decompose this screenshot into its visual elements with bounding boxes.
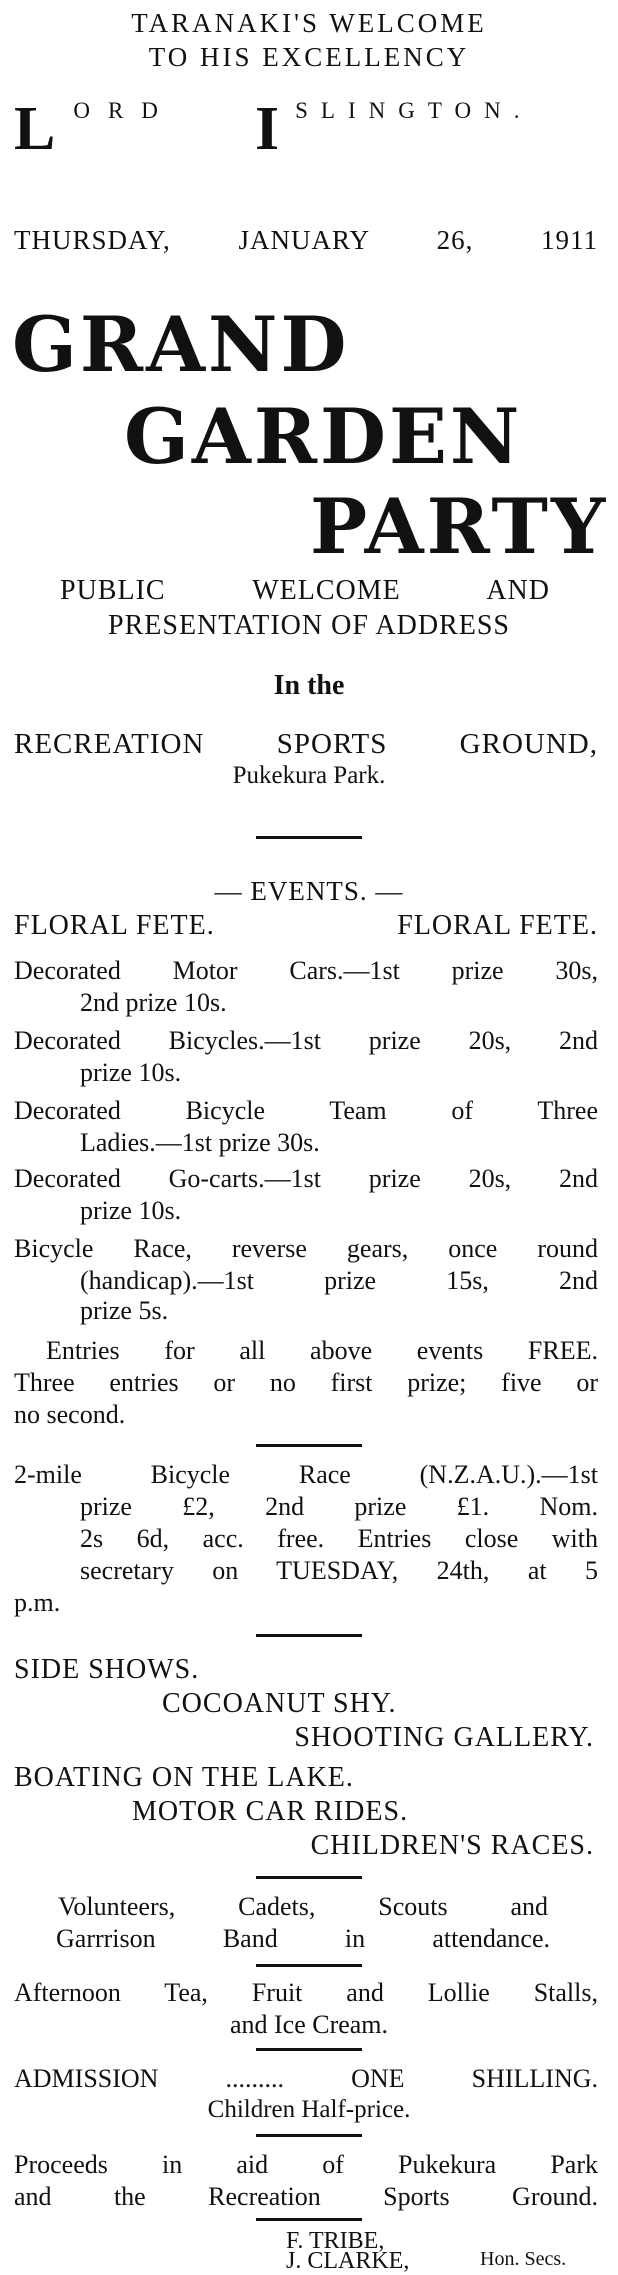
admission-line: ADMISSION ......... ONE SHILLING. (14, 2064, 598, 2093)
proceeds-line-1: Proceeds in aid of Pukekura Park (14, 2150, 598, 2179)
event-date: THURSDAY, JANUARY 26, 1911 (14, 225, 598, 255)
venue-park: Pukekura Park. (232, 762, 386, 789)
divider (256, 2048, 362, 2051)
cocoanut-shy: COCOANUT SHY. (162, 1688, 397, 1719)
event-item-5-line-2: (handicap).—1st prize 15s, 2nd (80, 1266, 598, 1295)
attendance-line-1: Volunteers, Cadets, Scouts and (58, 1892, 548, 1921)
signature-clarke: J. CLARKE, (286, 2248, 410, 2274)
signature-tribe: F. TRIBE, (286, 2228, 385, 2254)
divider (256, 2218, 362, 2221)
event-item-1-line-2: 2nd prize 10s. (80, 988, 227, 1017)
events-header: — EVENTS. — (214, 876, 404, 906)
lord-name (14, 95, 176, 163)
divider (256, 1634, 362, 1637)
divider (256, 1964, 362, 1967)
entries-line-2: Three entries or no first prize; five or (14, 1368, 598, 1397)
venue-intro: In the (273, 670, 345, 701)
tea-line-2: and Ice Cream. (229, 2010, 389, 2039)
race-line-4: secretary on TUESDAY, 24th, at 5 (80, 1556, 598, 1585)
divider (256, 1876, 362, 1879)
tea-line-1: Afternoon Tea, Fruit and Lollie Stalls, (14, 1978, 598, 2007)
attendance-line-2: Garrrison Band in attendance. (56, 1924, 550, 1953)
event-item-3-line-1: Decorated Bicycle Team of Three (14, 1096, 598, 1125)
divider (256, 1444, 362, 1447)
subtitle-line-2: PRESENTATION OF ADDRESS (108, 610, 510, 641)
admission-children: Children Half-price. (207, 2096, 411, 2123)
event-item-4-line-2: prize 10s. (80, 1196, 182, 1225)
subtitle-line-1: PUBLIC WELCOME AND (60, 575, 550, 606)
heading-line-1: TARANAKI'S WELCOME (131, 8, 487, 38)
event-item-5-line-3: prize 5s. (80, 1296, 169, 1325)
entries-line-1: Entries for all above events FREE. (46, 1336, 598, 1365)
race-line-5: p.m. (14, 1588, 61, 1617)
event-item-2-line-2: prize 10s. (80, 1058, 182, 1087)
title-garden: GARDEN (124, 392, 523, 481)
race-line-2: prize £2, 2nd prize £1. Nom. (80, 1492, 598, 1521)
event-item-4-line-1: Decorated Go-carts.—1st prize 20s, 2nd (14, 1164, 598, 1193)
title-grand: GRAND (12, 300, 350, 389)
entries-line-3: no second. (14, 1400, 126, 1429)
islington-name (255, 95, 533, 163)
lord-initial: L (14, 95, 56, 163)
venue-name: RECREATION SPORTS GROUND, (14, 728, 598, 760)
boating-on-lake: BOATING ON THE LAKE. (14, 1762, 354, 1793)
divider (256, 2134, 362, 2137)
event-item-5-line-1: Bicycle Race, reverse gears, once round (14, 1234, 598, 1263)
side-shows: SIDE SHOWS. (14, 1654, 200, 1685)
divider (256, 836, 362, 839)
lord-rest: ORD (73, 98, 176, 123)
heading-line-2: TO HIS EXCELLENCY (148, 42, 470, 72)
proceeds-line-2: and the Recreation Sports Ground. (14, 2182, 598, 2211)
event-item-1-line-1: Decorated Motor Cars.—1st prize 30s, (14, 956, 598, 985)
event-item-2-line-1: Decorated Bicycles.—1st prize 20s, 2nd (14, 1026, 598, 1055)
islington-rest: SLINGTON. (295, 98, 533, 123)
signature-title: Hon. Secs. (480, 2248, 567, 2270)
motor-car-rides: MOTOR CAR RIDES. (132, 1796, 409, 1827)
childrens-races: CHILDREN'S RACES. (310, 1830, 594, 1861)
race-line-3: 2s 6d, acc. free. Entries close with (80, 1524, 598, 1553)
race-line-1: 2-mile Bicycle Race (N.Z.A.U.).—1st (14, 1460, 598, 1489)
event-item-3-line-2: Ladies.—1st prize 30s. (80, 1128, 320, 1157)
fete-right: FLORAL FETE. (397, 910, 598, 941)
fete-left: FLORAL FETE. (14, 910, 215, 941)
title-party: PARTY (310, 482, 609, 571)
shooting-gallery: SHOOTING GALLERY. (294, 1722, 594, 1753)
islington-initial: I (255, 95, 280, 163)
